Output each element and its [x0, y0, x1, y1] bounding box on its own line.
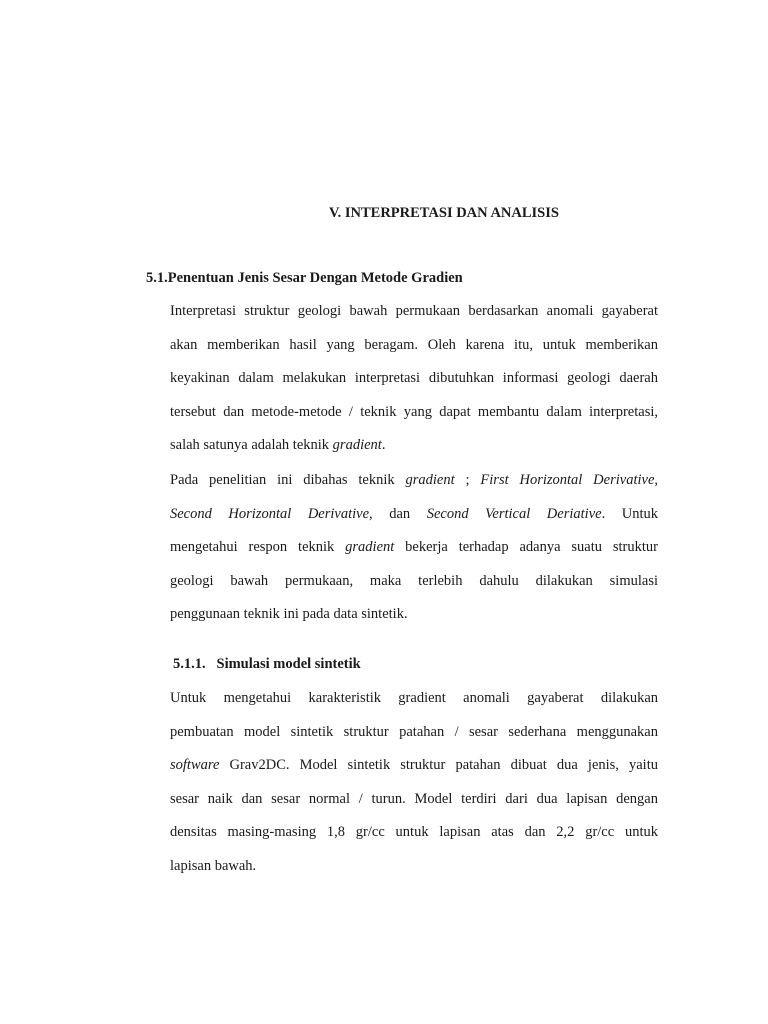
paragraph-line: akan memberikan hasil yang beragam. Oleh karena itu, untuk memberikan	[170, 336, 658, 353]
paragraph-gradient-technique	[170, 464, 658, 632]
paragraph-line	[170, 498, 658, 532]
italic-term: Second Vertical Deriative	[426, 505, 602, 522]
text-run: .	[381, 437, 386, 454]
paragraph-line: geologi bawah permukaan, maka terlebih dahulu dilakukan simulasi	[170, 572, 658, 589]
paragraph-line: densitas masing-masing 1,8 gr/cc untuk lapisan atas dan 2,2 gr/cc untuk	[170, 824, 658, 841]
paragraph-line	[170, 531, 658, 565]
paragraph-line	[170, 749, 658, 783]
paragraph-line: lapisan bawah.	[170, 857, 257, 874]
text-run: Grav2DC. Model sintetik struktur patahan dibuat dua jenis, yaitu	[219, 757, 658, 774]
italic-term: software	[170, 757, 220, 774]
italic-term: First Horizontal Derivative	[480, 472, 655, 488]
paragraph-line: pembuatan model sintetik struktur patahan / sesar sederhana menggunakan	[170, 723, 658, 740]
chapter-title: V. INTERPRETASI DAN ANALISIS	[329, 205, 559, 221]
italic-term: gradient	[332, 437, 382, 454]
italic-term: Second Horizontal Derivative	[170, 505, 370, 522]
paragraph-line	[170, 464, 658, 498]
paragraph-line: keyakinan dalam melakukan interpretasi dibutuhkan informasi geologi daerah	[170, 370, 658, 387]
subsection-heading: 5.1.1. Simulasi model sintetik	[173, 656, 361, 672]
section-heading: 5.1.Penentuan Jenis Sesar Dengan Metode Gradien	[146, 270, 463, 286]
text-run: bekerja terhadap adanya suatu struktur	[394, 539, 658, 556]
italic-term: gradient	[345, 539, 395, 556]
paragraph-synthetic-model	[170, 682, 658, 884]
paragraph-line: tersebut dan metode-metode / teknik yang dapat membantu dalam interpretasi,	[170, 403, 658, 420]
text-run: Pada penelitian ini dibahas teknik	[170, 472, 406, 488]
text-run: . Untuk	[601, 505, 659, 522]
text-run: ,	[654, 472, 659, 488]
text-run: , dan	[369, 505, 427, 522]
paragraph-interpretation	[170, 295, 658, 463]
paragraph-line	[170, 429, 658, 463]
paragraph-line: Interpretasi struktur geologi bawah permukaan berdasarkan anomali gayaberat	[170, 303, 658, 319]
paragraph-line: penggunaan teknik ini pada data sintetik.	[170, 606, 408, 623]
italic-term: gradient	[405, 472, 455, 488]
text-run: salah satunya adalah teknik	[170, 437, 333, 454]
paragraph-line: Untuk mengetahui karakteristik gradient anomali gayaberat dilakukan	[170, 690, 658, 706]
text-run: ;	[454, 472, 481, 488]
text-run: mengetahui respon teknik	[170, 539, 346, 556]
paragraph-line: sesar naik dan sesar normal / turun. Model terdiri dari dua lapisan dengan	[170, 790, 658, 807]
